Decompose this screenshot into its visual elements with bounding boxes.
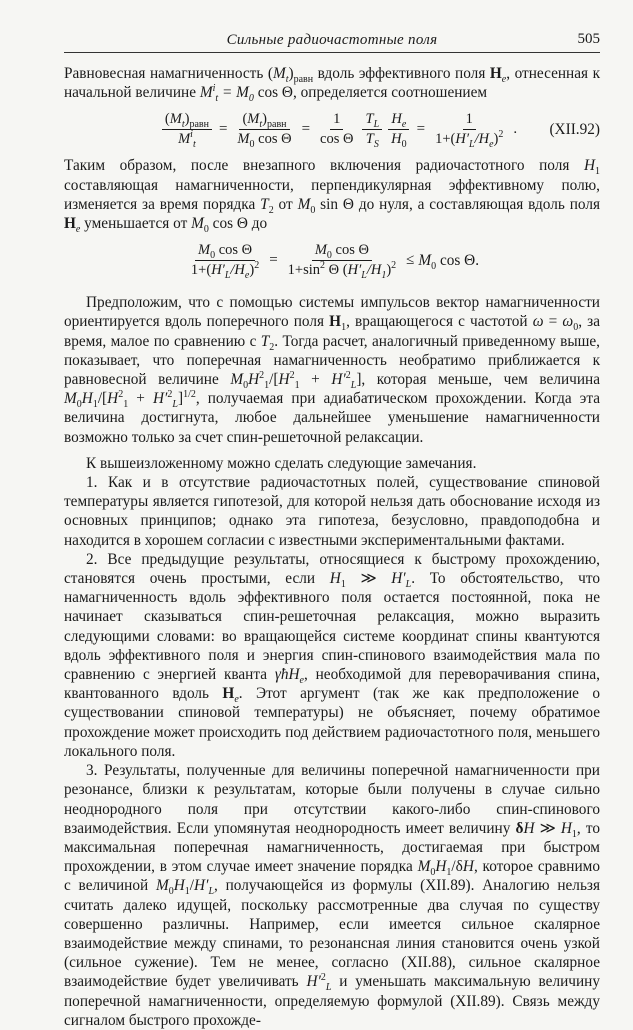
intro-paragraph: Равновесная намагниченность $(M_t)_{равн}$ вдоль эффективного поля $H_e$, отнесенная к начальной величине $M^i_t = M_0$ cos Θ, определяется соотношением xyxy=(64,65,601,105)
paragraph-pulses: Предположим, что с помощью системы импульсов вектор намагниченности ориентируется вдоль поперечного поля $H_1$, вращающегося с частотой $\omega = \omega_0$, за время, малое по сравнению с $T_2$. Тогда расчет, аналогичный приведенному выше, показывает, что поперечная намагниченность необратимо приближается к равновесной величине $M_0H^2_1/[H^2_1 + H'^2_L]$, которая меньше, чем величина $M_0H_1/[H^2_1 + H'^2_L]^{1/2}$, получаемая при адиабатическом прохождении. Когда эта величина достигнута, любое дальнейшее уменьшение намагниченности возможно только за счет спин-решеточной релаксации. xyxy=(64,294,601,446)
paragraph-item-2: 2. Все предыдущие результаты, относящиеся к быстрому прохождению, становятся очень простыми, если $H_1$ ≫ $H'_L$. То обстоятельство, что намагниченность вдоль эффективного поля остается постоянной, пока не начинает сказываться спин-решеточная релаксация, можно выразить следующими словами: во вращающейся системе координат спины квантуются вдоль эффективного поля и энергия спин-спинового взаимодействия мала по сравнению с энергией кванта γħH$_e$, необходимой для переворачивания спина, квантованного вдоль $H_e$. Этот аргумент (так же как предположение о существовании спиновой температуры) не объясняет, почему обратимое прохождение может происходить под действием радиочастотного поля, меньшего локального поля. xyxy=(64,550,601,760)
paragraph-item-1: 1. Как и в отсутствие радиочастотных полей, существование спиновой температуры является гипотезой, для которой нельзя дать обоснование исходя из основных принципов; однако эта гипотеза, безусловно, правдоподобна и находится в хорошем согласии с известными экспериментальными фактами. xyxy=(64,474,600,549)
paragraph-after-eq1: Таким образом, после внезапного включения радиочастотного поля $H_1$ составляющая намагниченности, перпендикулярная эффективному полю, изменяется за время порядка $T_2$ от $M_0$ sin Θ до нуля, а составляющая вдоль поля $H_e$ уменьшается от $M_0$ cos Θ до xyxy=(64,157,601,236)
equation-xii-92: $\frac{(M_t)_{равн}}{M^i_t}$ = $\frac{(M_t)_{равн}}{M_0 \cos \Theta}$ = $\frac{1}{\text{cos Θ}}$ $\frac{T_L}{T_S}$ $\frac{H_e}{H_0}$ = $\frac{1}{1+(H'_L/H_e)^2}$ . (XII.92) xyxy=(64,108,600,150)
main-text xyxy=(64,64,600,1030)
paragraph-item-3: 3. Результаты, полученные для величины поперечной намагниченности при резонансе, близки к результатам, которые были получены в случае сильно неоднородного поля при отсутствии какого-либо спин-спинового взаимодействия. Если упомянутая неоднородность имеет величину δH ≫ $H_1$, то максимальная поперечная намагниченность, достигаемая при быстром прохождении, в этом случае имеет значение порядка $M_0H_1/\delta H$, которое сравнимо с величиной $M_0H_1/H'_L$, получающейся из формулы (XII.89). Аналогию нельзя считать далеко идущей, поскольку рассмотренные два случая по существу совершенно различны. Например, если имеется сильное скалярное взаимодействие между спинами, то резонансная линия становится очень узкой (сильное сужение). Тем не менее, согласно (XII.88), сильное скалярное взаимодействие будет увеличивать $H'^2_L$ и уменьшать максимальную величину поперечной намагниченности, определяемую формулой (XII.89). Связь между сигналом быстрого прохожде- xyxy=(64,762,600,1029)
equation-label: (XII.92) xyxy=(549,121,600,139)
eq1-mid-fraction: $\frac{(M_t)_{равн}}{M_0 \cos \Theta}$ xyxy=(237,110,292,150)
running-head xyxy=(64,30,600,53)
eq1-lhs-fraction: $\frac{(M_t)_{равн}}{M^i_t}$ xyxy=(162,111,212,148)
running-title: Сильные радиочастотные поля xyxy=(226,32,438,48)
equation-inequality: $\frac{M_0 \cos \Theta}{1+(H'_L/H_e)^2}$ = $\frac{M_0 \cos \Theta}{1+\sin^2 \Theta (H'_L/H_1)^2}$ ≤ $M_0$ cos Θ. xyxy=(190,241,480,281)
page-number: 505 xyxy=(577,31,600,47)
eq1-rhs-fraction: $\frac{1}{1+(H'_L/H_e)^2}$ xyxy=(435,110,504,150)
paragraph-remarks: К вышеизложенному можно сделать следующие замечания. xyxy=(86,454,477,472)
